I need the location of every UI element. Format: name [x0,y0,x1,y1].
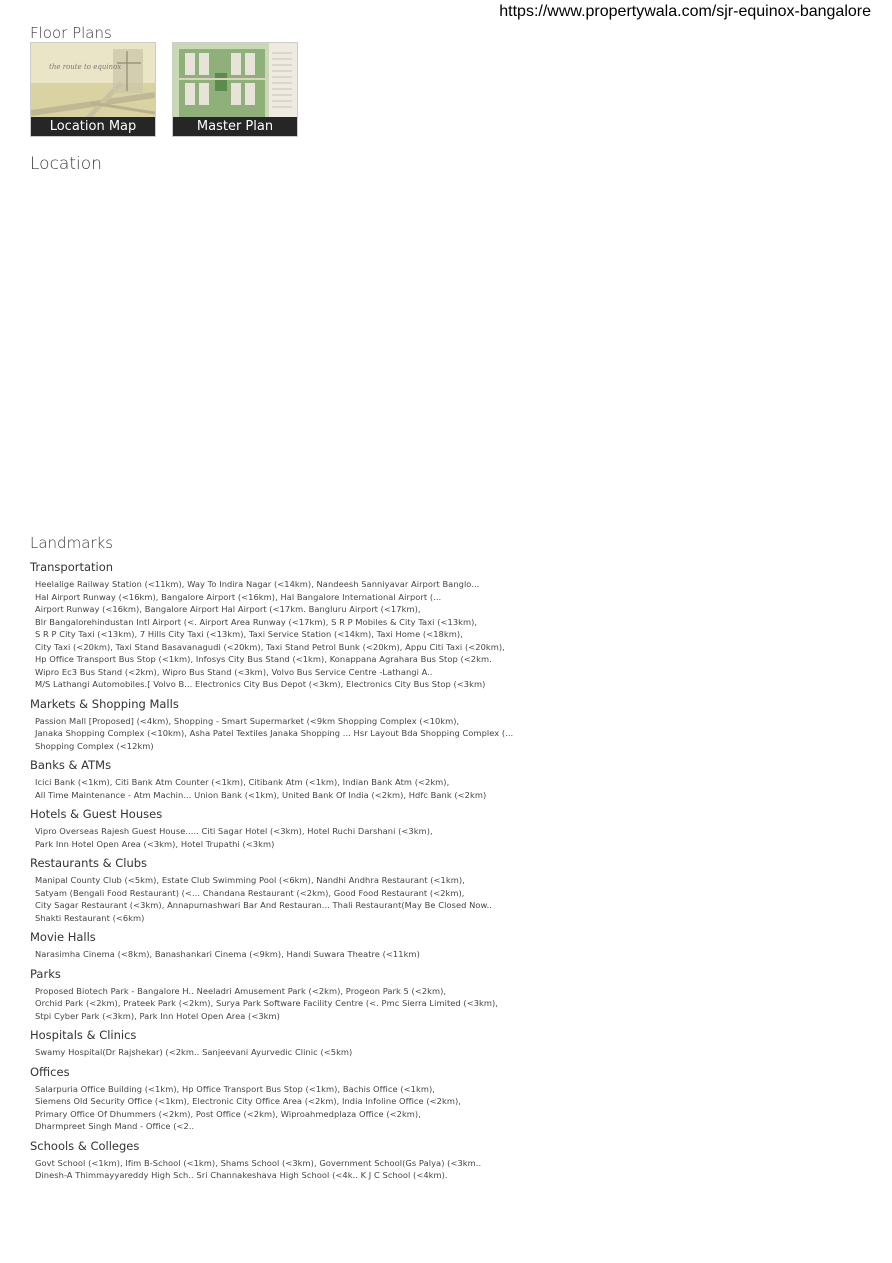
landmark-category-markets [30,697,590,753]
location-title: Location [30,154,102,174]
landmark-category-transportation [30,560,590,691]
landmark-line: Vipro Overseas Rajesh Guest House..... Citi Sagar Hotel (<3km), Hotel Ruchi Darshani (<3km), [35,826,433,836]
landmark-line: Hal Airport Runway (<16km), Bangalore Airport (<16km), Hal Bangalore International Airport (... [35,591,442,602]
category-title: Movie Halls [30,930,96,944]
landmark-line: Shakti Restaurant (<6km) [35,912,145,923]
floor-plans-title: Floor Plans [30,24,112,42]
landmark-line: Blr Bangalorehindustan Intl Airport (<. Airport Area Runway (<17km), S R P Mobiles & City Taxi (<13km), [35,616,478,627]
category-title: Schools & Colleges [30,1138,140,1153]
location-map-caption: Location Map [31,117,155,136]
landmarks-title: Landmarks [30,534,114,552]
category-title: Parks [30,966,61,981]
landmark-line: M/S Lathangi Automobiles.[ Volvo B... Electronics City Bus Depot (<3km), Electronics City Bus Stop (<3km) [35,679,486,689]
location-map-thumbnail[interactable] [30,42,156,137]
landmark-line: All Time Maintenance - Atm Machin... Union Bank (<1km), United Bank Of India (<2km), Hdfc Bank (<2km) [35,789,487,800]
landmark-line: Govt School (<1km), Ifim B-School (<1km), Shams School (<3km), Government School(Gs Palya) (<3km.. [35,1157,482,1168]
landmark-line: City Sagar Restaurant (<3km), Annapurnashwari Bar And Restauran... Thali Restaurant(May Be Closed Now.. [35,900,492,910]
category-title: Hospitals & Clinics [30,1028,137,1042]
landmark-line: Icici Bank (<1km), Citi Bank Atm Counter (<1km), Citibank Atm (<1km), Indian Bank Atm (<2km), [35,777,450,787]
category-title: Restaurants & Clubs [30,856,148,870]
landmark-line: Manipal County Club (<5km), Estate Club Swimming Pool (<6km), Nandhi Andhra Restaurant (<1km), [35,875,465,885]
landmark-line: Siemens Old Security Office (<1km), Electronic City Office Area (<2km), India Infoline Office (<2km), [35,1096,461,1106]
landmark-line: Stpi Cyber Park (<3km), Park Inn Hotel Open Area (<3km) [35,1010,280,1021]
landmark-category-offices [30,1065,590,1133]
landmark-line: Hp Office Transport Bus Stop (<1km), Infosys City Bus Stand (<1km), Konappana Agrahara Bus Stop (<2km. [35,654,492,664]
landmark-line: Narasimha Cinema (<8km), Banashankari Cinema (<9km), Handi Suwara Theatre (<11km) [35,949,420,959]
location-map-inset-text: the route to equinox [49,63,122,71]
landmark-category-banks [30,758,590,801]
category-title: Markets & Shopping Malls [30,696,179,711]
landmark-category-parks [30,967,590,1023]
landmark-line: Heelalige Railway Station (<11km), Way To Indira Nagar (<14km), Nandeesh Sanniyavar Airport Banglo... [35,579,480,589]
landmark-line: Shopping Complex (<12km) [35,740,154,751]
landmark-line: Wipro Ec3 Bus Stand (<2km), Wipro Bus Stand (<3km), Volvo Bus Service Centre -Lathangi A.. [35,666,433,677]
landmark-category-schools [30,1139,590,1182]
category-title: Offices [30,1064,70,1079]
category-title: Transportation [30,560,114,574]
category-title: Banks & ATMs [30,758,112,772]
landmark-line: Satyam (Bengali Food Restaurant) (<... Chandana Restaurant (<2km), Good Food Restaurant (<2km), [35,887,465,898]
landmark-line: Dinesh-A Thimmayyareddy High Sch.. Sri Channakeshava High School (<4k.. K J C School (<4km). [35,1170,448,1180]
landmarks-list [30,560,590,1188]
landmark-line: Dharmpreet Singh Mand - Office (<2.. [35,1121,195,1131]
landmark-line: Airport Runway (<16km), Bangalore Airport Hal Airport (<17km. Bangluru Airport (<17km), [35,604,421,614]
master-plan-thumbnail[interactable] [172,42,298,137]
landmark-category-movie-halls [30,930,590,961]
landmark-category-hospitals [30,1028,590,1059]
landmark-line: Primary Office Of Dhummers (<2km), Post Office (<2km), Wiproahmedplaza Office (<2km), [35,1108,421,1119]
master-plan-caption: Master Plan [173,117,297,136]
landmark-line: Proposed Biotech Park - Bangalore H.. Neeladri Amusement Park (<2km), Progeon Park 5 (<2km), [35,985,447,996]
landmark-category-restaurants [30,856,590,924]
landmark-line: Salarpuria Office Building (<1km), Hp Office Transport Bus Stop (<1km), Bachis Office (<1km), [35,1083,435,1094]
landmark-line: S R P City Taxi (<13km), 7 Hills City Taxi (<13km), Taxi Service Station (<14km), Taxi Home (<18km), [35,629,463,639]
page-url[interactable]: https://www.propertywala.com/sjr-equinox-bangalore [499,3,871,20]
landmark-line: Janaka Shopping Complex (<10km), Asha Patel Textiles Janaka Shopping ... Hsr Layout Bda Shopping Complex (... [35,728,514,738]
category-title: Hotels & Guest Houses [30,807,163,821]
landmark-line: Passion Mall [Proposed] (<4km), Shopping - Smart Supermarket (<9km Shopping Complex (<10km), [35,715,460,726]
landmark-line: Orchid Park (<2km), Prateek Park (<2km), Surya Park Software Facility Centre (<. Pmc Sierra Limited (<3km), [35,998,498,1008]
landmark-category-hotels [30,807,590,850]
landmark-line: Park Inn Hotel Open Area (<3km), Hotel Trupathi (<3km) [35,838,275,849]
landmark-line: Swamy Hospital(Dr Rajshekar) (<2km.. Sanjeevani Ayurvedic Clinic (<5km) [35,1047,353,1057]
landmark-line: City Taxi (<20km), Taxi Stand Basavanagudi (<20km), Taxi Stand Petrol Bunk (<20km), Appu Citi Taxi (<20km), [35,641,505,652]
